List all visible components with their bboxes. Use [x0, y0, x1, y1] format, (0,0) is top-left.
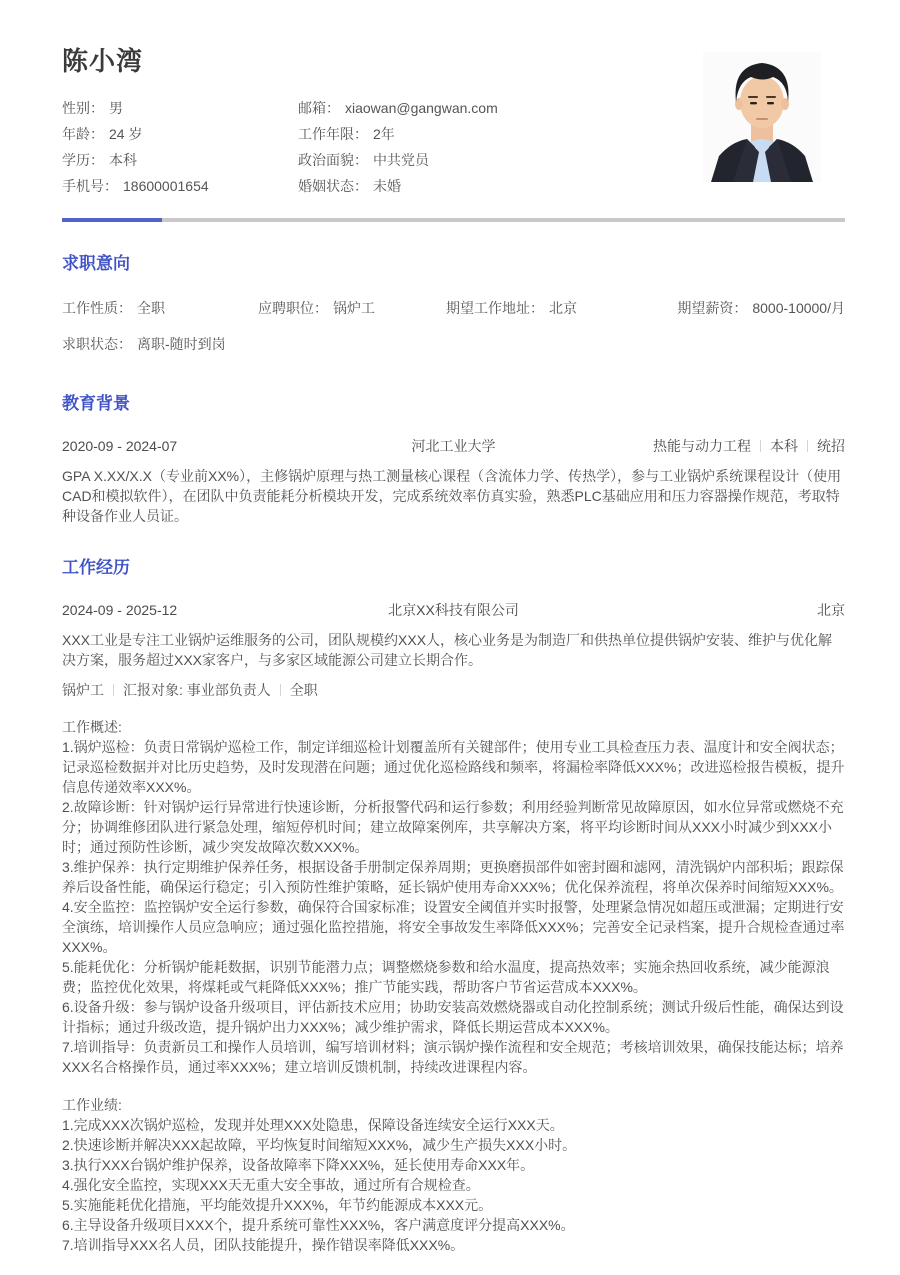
education-school: 河北工业大学	[411, 438, 496, 454]
education-degree: 本科	[770, 438, 798, 454]
pipe-separator	[113, 684, 114, 696]
field-marital-status	[298, 176, 682, 196]
work-company: 北京XX科技有限公司	[388, 602, 519, 618]
field-label: 工作性质：	[62, 300, 132, 316]
work-overview	[62, 717, 845, 1077]
field-label: 年龄：	[62, 126, 104, 142]
field-label: 工作年限：	[298, 126, 368, 142]
work-meta-row	[62, 600, 845, 620]
field-label: 政治面貌：	[298, 152, 368, 168]
section-title-education: 教育背景	[62, 394, 130, 413]
field-label: 期望薪资：	[677, 300, 748, 316]
work-overview-item: 7.培训指导：负责新员工和操作人员培训，编写培训材料；演示锅炉操作流程和安全规范；考核培训效果，确保技能达标；培养XXX名合格操作员，通过率XXX%；建立培训反馈机制，持续改进课程内容。	[62, 1039, 844, 1075]
position-row	[62, 680, 845, 700]
field-value: 18600001654	[123, 178, 209, 194]
field-value: 锅炉工	[333, 300, 375, 316]
pipe-separator	[280, 684, 281, 696]
header-divider	[62, 218, 845, 222]
job-intent-row	[62, 334, 845, 354]
field-value: 全职	[137, 300, 165, 316]
work-overview-item: 3.维护保养：执行定期维护保养任务，根据设备手册制定保养周期；更换磨损部件如密封圈和滤网，清洗锅炉内部积垢；跟踪保养后设备性能，确保运行稳定；引入预防性维护策略，延长锅炉使用寿命XXX%；优化保养流程，将单次保养时间缩短XXX%。	[62, 859, 844, 895]
job-type: 全职	[289, 682, 318, 698]
education-meta-row	[62, 436, 845, 456]
field-expected-location	[446, 298, 664, 318]
field-label: 学历：	[62, 152, 104, 168]
profile-photo	[703, 52, 821, 182]
field-label: 邮箱：	[298, 100, 340, 116]
education-major: 热能与动力工程	[653, 438, 751, 454]
work-achievement-item: 5.实施能耗优化措施，平均能效提升XXX%，年节约能源成本XXX元。	[62, 1197, 493, 1213]
field-value: 中共党员	[373, 152, 429, 168]
field-label: 婚姻状态：	[298, 178, 368, 194]
section-job-intent	[62, 252, 845, 354]
contact-col-right	[298, 98, 682, 196]
work-achievement-item: 3.执行XXX台锅炉维护保养，设备故障率下降XXX%，延长使用寿命XXX年。	[62, 1157, 535, 1173]
work-achievement-item: 4.强化安全监控，实现XXX天无重大安全事故，通过所有合规检查。	[62, 1177, 480, 1193]
work-date-range: 2024-09 - 2025-12	[62, 602, 178, 618]
job-intent-row	[62, 298, 845, 318]
work-overview-item: 2.故障诊断：针对锅炉运行异常进行快速诊断，分析报警代码和运行参数；利用经验判断常见故障原因，如水位异常或燃烧不充分；协调维修团队进行紧急处理，缩短停机时间；建立故障案例库，共享解决方案，将平均诊断时间从XXX小时减少到XXX小时；通过预防性诊断，减少突发故障次数XXX%。	[62, 799, 844, 855]
profile-photo-illustration	[703, 52, 821, 182]
work-achievements	[62, 1095, 845, 1255]
field-value: 北京	[549, 300, 577, 316]
field-value: 24 岁	[109, 126, 143, 142]
candidate-name: 陈小湾	[62, 46, 144, 76]
education-description: GPA X.XX/X.X（专业前XX%），主修锅炉原理与热工测量核心课程（含流体力学、传热学），参与工业锅炉系统课程设计（使用CAD和模拟软件），在团队中负责能耗分析模块开发，完成系统效率仿真实验，熟悉PLC基础应用和压力容器操作规范，考取特种设备作业人员证。	[62, 468, 842, 524]
field-job-nature	[62, 298, 258, 318]
field-target-position	[258, 298, 446, 318]
field-political-status	[298, 150, 682, 170]
field-value: 离职-随时到岗	[137, 336, 226, 352]
field-label: 手机号：	[62, 178, 118, 194]
field-job-status	[62, 334, 226, 354]
section-title-job-intent: 求职意向	[62, 254, 130, 273]
field-value: 8000-10000/月	[752, 300, 845, 316]
company-intro: XXX工业是专注工业锅炉运维服务的公司，团队规模约XXX人，核心业务是为制造厂和供热单位提供锅炉安装、维护与优化解决方案，服务超过XXX家客户，与多家区域能源公司建立长期合作。	[62, 632, 833, 668]
work-achievements-label: 工作业绩:	[62, 1097, 122, 1113]
position-title: 锅炉工	[62, 682, 104, 698]
work-achievement-item: 1.完成XXX次锅炉巡检，发现并处理XXX处隐患，保障设备连续安全运行XXX天。	[62, 1117, 564, 1133]
field-label: 性别：	[62, 100, 104, 116]
work-overview-item: 5.能耗优化：分析锅炉能耗数据，识别节能潜力点；调整燃烧参数和给水温度，提高热效率；实施余热回收系统，减少能源浪费；监控优化效果，将煤耗或气耗降低XXX%；推广节能实践，帮助客户节省运营成本XXX%。	[62, 959, 830, 995]
work-location: 北京	[817, 602, 845, 618]
work-overview-item: 1.锅炉巡检：负责日常锅炉巡检工作，制定详细巡检计划覆盖所有关键部件；使用专业工具检查压力表、温度计和安全阀状态；记录巡检数据并对比历史趋势，及时发现潜在问题；通过优化巡检路线和频率，将漏检率降低XXX%；改进巡检报告模板，提升信息传递效率XXX%。	[62, 739, 845, 795]
field-age	[62, 124, 298, 144]
contact-info	[62, 98, 682, 196]
field-expected-salary	[664, 298, 845, 318]
section-work-experience	[62, 556, 845, 1255]
work-overview-item: 4.安全监控：监控锅炉安全运行参数，确保符合国家标准；设置安全阈值并实时报警，处理紧急情况如超压或泄漏；定期进行安全演练，培训操作人员应急响应；通过强化监控措施，将安全事故发生率降低XXX%；完善安全记录档案，提升合规检查通过率XXX%。	[62, 899, 845, 955]
section-education	[62, 392, 845, 526]
education-tags	[653, 436, 845, 456]
field-work-years	[298, 124, 682, 144]
field-value: 未婚	[373, 178, 401, 194]
field-label: 期望工作地址：	[446, 300, 544, 316]
field-gender	[62, 98, 298, 118]
education-admission-type: 统招	[817, 438, 845, 454]
field-label: 应聘职位：	[258, 300, 328, 316]
section-title-work: 工作经历	[62, 558, 130, 577]
field-email	[298, 98, 682, 118]
work-achievement-item: 6.主导设备升级项目XXX个，提升系统可靠性XXX%，客户满意度评分提高XXX%。	[62, 1217, 575, 1233]
work-overview-item: 6.设备升级：参与锅炉设备升级项目，评估新技术应用；协助安装高效燃烧器或自动化控制系统；测试升级后性能，确保达到设计指标；通过升级改造，提升锅炉出力XXX%；减少维护需求，降低长期运营成本XXX%。	[62, 999, 844, 1035]
work-achievement-item: 7.培训指导XXX名人员，团队技能提升，操作错误率降低XXX%。	[62, 1237, 465, 1253]
work-overview-label: 工作概述:	[62, 719, 122, 735]
divider-gray-segment	[162, 218, 845, 222]
report-to: 汇报对象: 事业部负责人	[123, 682, 271, 698]
contact-col-left	[62, 98, 298, 196]
divider-accent-segment	[62, 218, 162, 222]
field-phone	[62, 176, 298, 196]
education-date-range: 2020-09 - 2024-07	[62, 438, 178, 454]
field-value: xiaowan@gangwan.com	[345, 100, 498, 116]
pipe-separator	[760, 440, 761, 452]
work-achievement-item: 2.快速诊断并解决XXX起故障，平均恢复时间缩短XXX%，减少生产损失XXX小时。	[62, 1137, 577, 1153]
field-label: 求职状态：	[62, 336, 132, 352]
field-value: 男	[109, 100, 123, 116]
field-education-level	[62, 150, 298, 170]
field-value: 本科	[109, 152, 137, 168]
pipe-separator	[807, 440, 808, 452]
field-value: 2年	[373, 126, 395, 142]
